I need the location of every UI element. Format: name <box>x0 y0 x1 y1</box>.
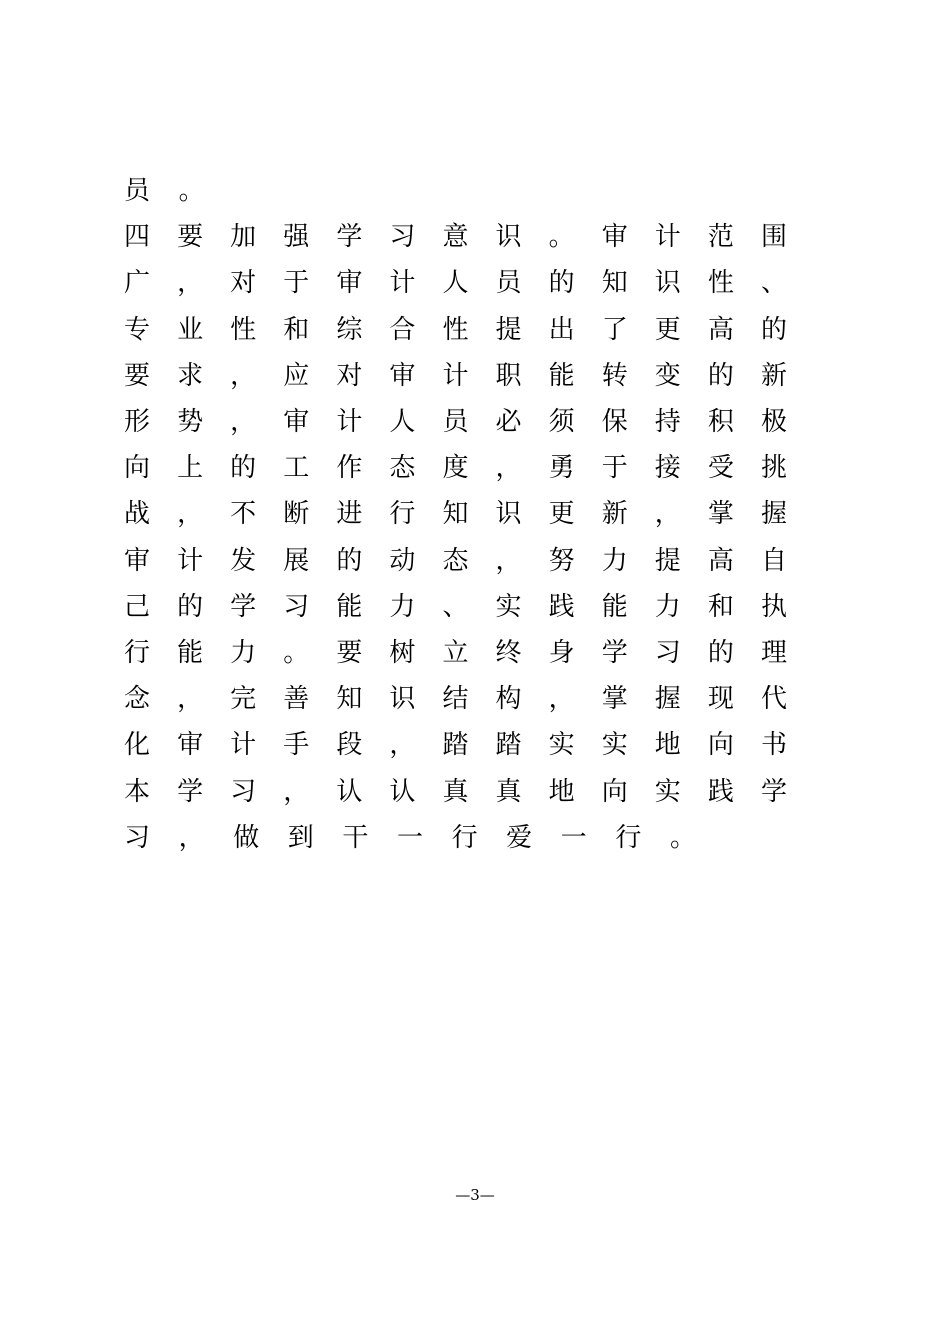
text-char: 终 <box>495 637 522 668</box>
text-char: 计 <box>230 730 257 761</box>
text-char: ， <box>548 684 575 715</box>
text-char: 战 <box>124 499 151 530</box>
text-char: 向 <box>124 453 151 484</box>
text-char: 不 <box>230 499 257 530</box>
text-char: 必 <box>495 407 522 438</box>
text-line <box>124 584 814 630</box>
text-char: 握 <box>760 499 787 530</box>
text-char: 极 <box>760 407 787 438</box>
text-char: 勇 <box>548 453 575 484</box>
text-char: 习 <box>230 776 257 807</box>
text-line <box>124 630 814 676</box>
text-char: 的 <box>230 453 257 484</box>
text-line <box>124 399 814 445</box>
text-line <box>124 538 814 584</box>
text-char: 展 <box>283 545 310 576</box>
text-char: 认 <box>336 776 363 807</box>
text-char: 身 <box>548 637 575 668</box>
text-line <box>124 353 814 399</box>
text-char: 度 <box>442 453 469 484</box>
text-char: 性 <box>230 314 257 345</box>
text-char: 手 <box>283 730 310 761</box>
text-char: 握 <box>654 684 681 715</box>
text-char: 高 <box>707 314 734 345</box>
text-char: 踏 <box>495 730 522 761</box>
text-char: 计 <box>177 545 204 576</box>
text-char: 实 <box>548 730 575 761</box>
text-char: 己 <box>124 591 151 622</box>
text-char: 性 <box>442 314 469 345</box>
text-char: 持 <box>654 407 681 438</box>
text-char: ， <box>177 684 204 715</box>
text-char: 知 <box>601 268 628 299</box>
page-number: —3— <box>455 1186 495 1204</box>
text-char: 掌 <box>707 499 734 530</box>
text-char: 能 <box>601 591 628 622</box>
text-char: 代 <box>760 684 787 715</box>
text-char: 学 <box>177 776 204 807</box>
text-char: 真 <box>442 776 469 807</box>
text-char: 动 <box>389 545 416 576</box>
text-char: 计 <box>336 407 363 438</box>
text-char: 应 <box>283 360 310 391</box>
text-char: ， <box>654 499 681 530</box>
text-char: 力 <box>230 637 257 668</box>
text-char: 地 <box>654 730 681 761</box>
text-char: 挑 <box>760 453 787 484</box>
text-char: 行 <box>124 637 151 668</box>
text-char: 转 <box>601 360 628 391</box>
text-char: 段 <box>336 730 363 761</box>
text-char: ， <box>495 453 522 484</box>
text-char: 断 <box>283 499 310 530</box>
text-char: 员 <box>495 268 522 299</box>
text-char: 实 <box>495 591 522 622</box>
text-line <box>124 815 814 861</box>
text-char: 出 <box>548 314 575 345</box>
text-char: 上 <box>177 453 204 484</box>
text-char: 学 <box>230 591 257 622</box>
text-char: 实 <box>654 776 681 807</box>
text-char: 的 <box>177 591 204 622</box>
text-char: 一 <box>560 822 587 853</box>
text-char: 四 <box>124 222 151 253</box>
text-char: 高 <box>707 545 734 576</box>
text-char: 踏 <box>442 730 469 761</box>
text-char: 审 <box>124 545 151 576</box>
text-char: 行 <box>389 499 416 530</box>
text-char: 真 <box>495 776 522 807</box>
text-char: 更 <box>654 314 681 345</box>
text-char: 。 <box>548 222 575 253</box>
text-char: 构 <box>495 684 522 715</box>
body-paragraph <box>124 168 814 861</box>
text-char: 做 <box>233 822 260 853</box>
text-line <box>124 214 814 260</box>
text-char: 人 <box>442 268 469 299</box>
text-char: 于 <box>601 453 628 484</box>
text-char: 习 <box>124 822 151 853</box>
text-char: 践 <box>707 776 734 807</box>
text-char: 实 <box>601 730 628 761</box>
text-char: 审 <box>336 268 363 299</box>
text-char: 的 <box>760 314 787 345</box>
text-char: 受 <box>707 453 734 484</box>
text-char: 性 <box>707 268 734 299</box>
text-char: 。 <box>178 176 205 207</box>
text-char: 围 <box>760 222 787 253</box>
text-char: 习 <box>389 222 416 253</box>
text-char: ， <box>495 545 522 576</box>
text-char: 行 <box>615 822 642 853</box>
text-char: 、 <box>442 591 469 622</box>
text-char: 须 <box>548 407 575 438</box>
text-char: 识 <box>654 268 681 299</box>
text-char: 广 <box>124 268 151 299</box>
text-line <box>124 168 814 214</box>
text-char: 审 <box>389 360 416 391</box>
text-char: 的 <box>548 268 575 299</box>
text-char: 要 <box>124 360 151 391</box>
text-char: 势 <box>177 407 204 438</box>
text-char: 能 <box>177 637 204 668</box>
text-char: 求 <box>177 360 204 391</box>
text-line <box>124 491 814 537</box>
text-char: 员 <box>124 176 151 207</box>
text-char: 习 <box>283 591 310 622</box>
text-char: 的 <box>336 545 363 576</box>
text-char: 发 <box>230 545 257 576</box>
text-char: ， <box>283 776 310 807</box>
text-char: 人 <box>389 407 416 438</box>
text-char: 爱 <box>506 822 533 853</box>
text-char: ， <box>178 822 205 853</box>
text-char: 识 <box>495 222 522 253</box>
text-char: 学 <box>760 776 787 807</box>
text-line <box>124 260 814 306</box>
text-char: 加 <box>230 222 257 253</box>
text-char: 和 <box>283 314 310 345</box>
text-char: 行 <box>451 822 478 853</box>
text-char: 学 <box>336 222 363 253</box>
text-char: 力 <box>654 591 681 622</box>
text-char: 对 <box>230 268 257 299</box>
text-char: 执 <box>760 591 787 622</box>
text-char: 保 <box>601 407 628 438</box>
text-char: 员 <box>442 407 469 438</box>
text-char: 态 <box>389 453 416 484</box>
text-char: 变 <box>654 360 681 391</box>
text-char: 到 <box>287 822 314 853</box>
text-char: 于 <box>283 268 310 299</box>
text-char: 提 <box>654 545 681 576</box>
text-char: ， <box>177 499 204 530</box>
text-char: 接 <box>654 453 681 484</box>
text-char: 作 <box>336 453 363 484</box>
text-char: 知 <box>442 499 469 530</box>
text-char: 结 <box>442 684 469 715</box>
text-char: 综 <box>336 314 363 345</box>
text-char: ， <box>389 730 416 761</box>
text-char: 计 <box>389 268 416 299</box>
text-char: 本 <box>124 776 151 807</box>
text-char: 意 <box>442 222 469 253</box>
text-char: 新 <box>760 360 787 391</box>
text-char: 理 <box>760 637 787 668</box>
text-char: 审 <box>601 222 628 253</box>
text-char: 掌 <box>601 684 628 715</box>
text-char: 新 <box>601 499 628 530</box>
text-char: 的 <box>707 637 734 668</box>
text-char: 念 <box>124 684 151 715</box>
text-line <box>124 768 814 814</box>
text-char: 努 <box>548 545 575 576</box>
text-char: 和 <box>707 591 734 622</box>
text-char: 业 <box>177 314 204 345</box>
text-char: 践 <box>548 591 575 622</box>
text-char: 审 <box>177 730 204 761</box>
text-char: 力 <box>389 591 416 622</box>
text-char: 一 <box>396 822 423 853</box>
text-line <box>124 307 814 353</box>
text-char: 树 <box>389 637 416 668</box>
text-char: ， <box>230 360 257 391</box>
text-char: 化 <box>124 730 151 761</box>
text-char: 对 <box>336 360 363 391</box>
text-char: 工 <box>283 453 310 484</box>
text-char: 认 <box>389 776 416 807</box>
text-char: 专 <box>124 314 151 345</box>
text-char: 了 <box>601 314 628 345</box>
text-line <box>124 722 814 768</box>
text-char: 书 <box>760 730 787 761</box>
text-char: 向 <box>707 730 734 761</box>
text-char: 能 <box>336 591 363 622</box>
text-char: 范 <box>707 222 734 253</box>
text-char: 、 <box>760 268 787 299</box>
text-char: 进 <box>336 499 363 530</box>
text-char: 。 <box>669 822 696 853</box>
text-char: 干 <box>342 822 369 853</box>
text-char: 习 <box>654 637 681 668</box>
text-char: 形 <box>124 407 151 438</box>
text-char: 计 <box>654 222 681 253</box>
text-char: 的 <box>707 360 734 391</box>
text-char: 完 <box>230 684 257 715</box>
text-char: 向 <box>601 776 628 807</box>
text-char: ， <box>177 268 204 299</box>
text-char: 立 <box>442 637 469 668</box>
text-char: 现 <box>707 684 734 715</box>
text-char: 提 <box>495 314 522 345</box>
text-char: 计 <box>442 360 469 391</box>
text-char: 能 <box>548 360 575 391</box>
text-char: 态 <box>442 545 469 576</box>
text-char: 职 <box>495 360 522 391</box>
text-char: 要 <box>336 637 363 668</box>
text-char: 。 <box>283 637 310 668</box>
text-char: 识 <box>495 499 522 530</box>
text-char: 审 <box>283 407 310 438</box>
text-char: 学 <box>601 637 628 668</box>
text-char: 要 <box>177 222 204 253</box>
text-char: 善 <box>283 684 310 715</box>
text-char: 自 <box>760 545 787 576</box>
text-char: 强 <box>283 222 310 253</box>
text-char: 力 <box>601 545 628 576</box>
text-char: 积 <box>707 407 734 438</box>
text-char: ， <box>230 407 257 438</box>
text-char: 识 <box>389 684 416 715</box>
text-char: 合 <box>389 314 416 345</box>
text-char: 更 <box>548 499 575 530</box>
text-line <box>124 676 814 722</box>
text-char: 地 <box>548 776 575 807</box>
text-line <box>124 445 814 491</box>
text-char: 知 <box>336 684 363 715</box>
